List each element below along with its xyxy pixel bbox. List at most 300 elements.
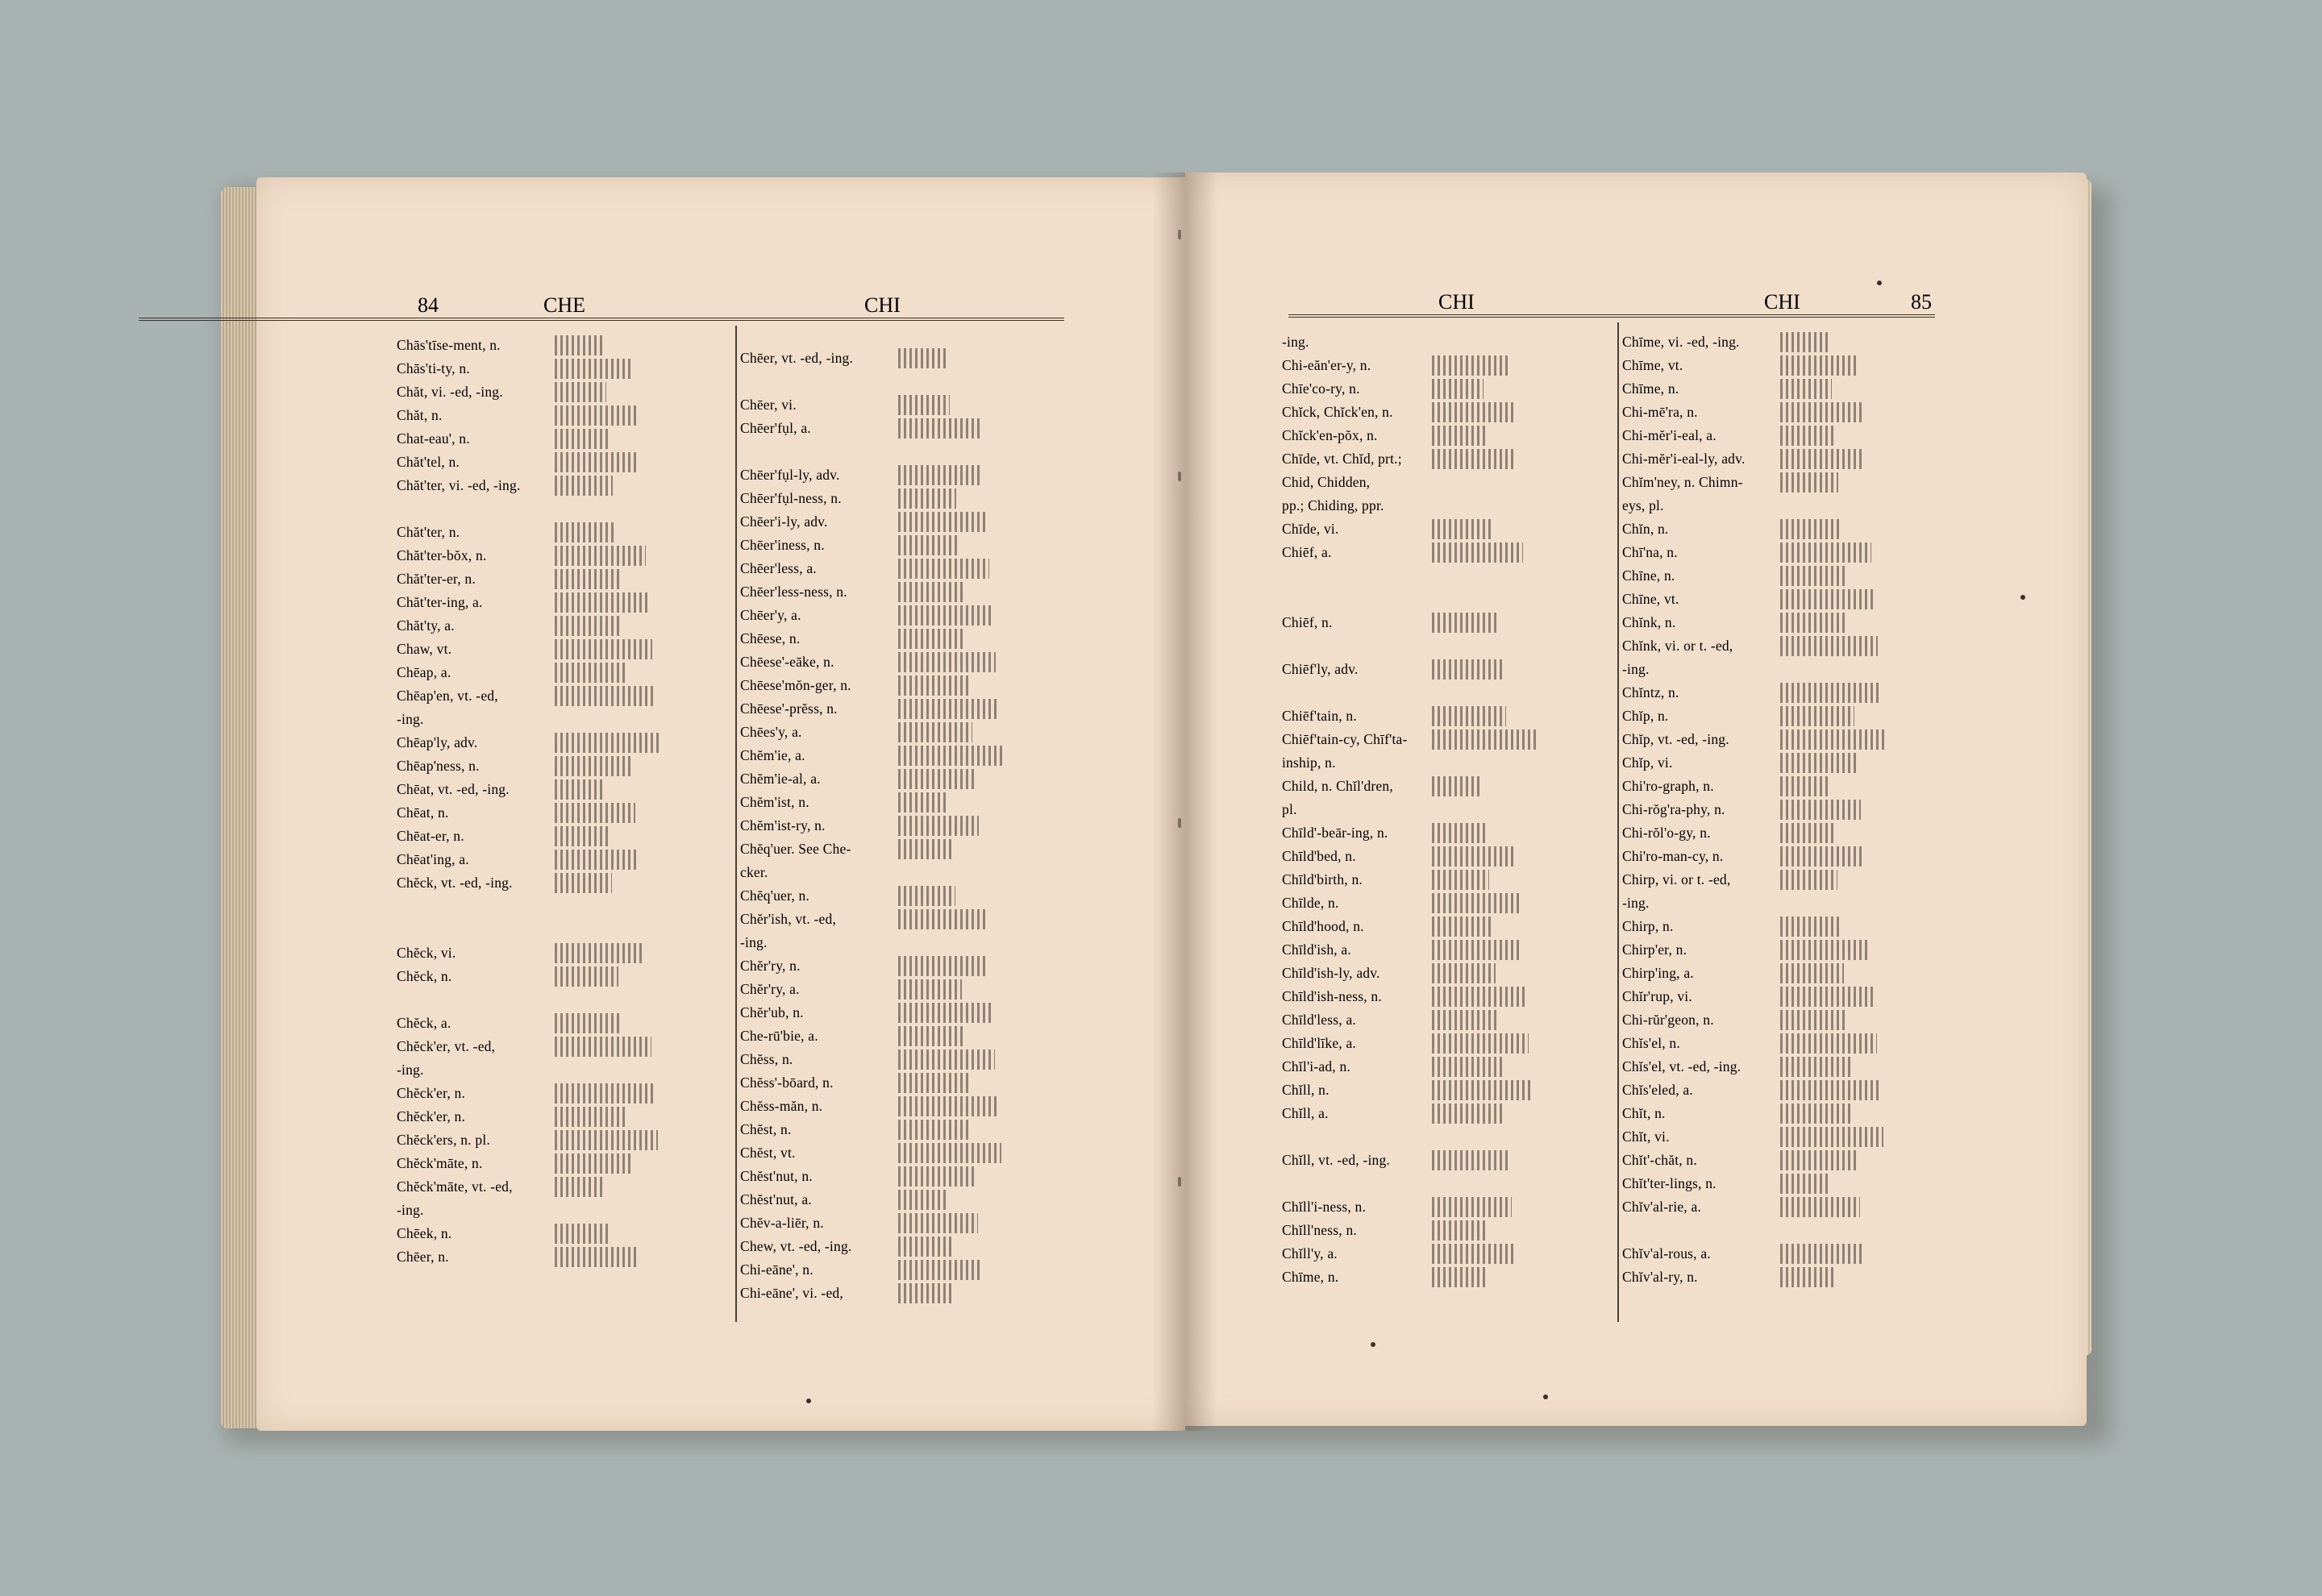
japanese-gloss-text: [898, 1073, 968, 1093]
japanese-gloss-text: [555, 966, 618, 987]
dictionary-entry: [1622, 1266, 1938, 1289]
entry-headword: Chīld'bed, n.: [1282, 848, 1356, 864]
dictionary-entry: [397, 497, 727, 521]
japanese-gloss-text: [1432, 659, 1503, 680]
entry-headword: Chi-mĕr'i-eal-ly, adv.: [1622, 451, 1746, 467]
dictionary-entry: [1622, 704, 1938, 728]
japanese-gloss-text: [1780, 355, 1858, 376]
entry-headword: Chĭll'i-ness, n.: [1282, 1199, 1367, 1215]
dictionary-entry: [397, 427, 727, 451]
entry-headword: Chĕv-a-liēr, n.: [740, 1215, 824, 1231]
japanese-gloss-text: [555, 756, 632, 776]
entry-headword: Chĕm'ie, a.: [740, 747, 805, 763]
dictionary-entry: [397, 965, 727, 988]
dictionary-entry: [740, 814, 1064, 837]
japanese-gloss-text: [1780, 1103, 1854, 1124]
entry-headword: Chăt'tel, n.: [397, 454, 460, 470]
entry-headword: Chĭs'eled, a.: [1622, 1082, 1693, 1098]
entry-headword: Chĭv'al-rie, a.: [1622, 1199, 1701, 1215]
entry-headword: Chăt'ter, vi. -ed, -ing.: [397, 477, 521, 493]
dictionary-entry: [1282, 704, 1611, 728]
dictionary-entry: [1282, 541, 1611, 564]
entry-headword: Chēer'fụl-ly, adv.: [740, 467, 840, 483]
page-number: 84: [418, 293, 439, 317]
entry-headword: Chĕst, n.: [740, 1121, 792, 1137]
dictionary-entry: [1622, 377, 1938, 401]
dictionary-entry: [1282, 471, 1611, 494]
japanese-gloss-text: [898, 1026, 965, 1046]
dictionary-entry: [1622, 517, 1938, 541]
japanese-gloss-text: [1432, 1033, 1529, 1054]
column-divider: [1617, 322, 1619, 1322]
binding-stitch: [1178, 230, 1181, 239]
dictionary-entry: [1622, 915, 1938, 938]
dictionary-entry: [740, 1235, 1064, 1258]
japanese-gloss-text: [898, 1003, 992, 1023]
entry-headword: Chĭll, n.: [1282, 1082, 1330, 1098]
dictionary-entry: [740, 1025, 1064, 1048]
dictionary-entry: [1282, 634, 1611, 658]
entry-headword: Chi-rŏg'ra-phy, n.: [1622, 801, 1725, 817]
dictionary-entry: [740, 534, 1064, 557]
dictionary-entry: [1282, 681, 1611, 704]
dictionary-entry: [1282, 728, 1611, 751]
japanese-gloss-text: [898, 722, 972, 742]
column-divider: [735, 326, 737, 1322]
japanese-gloss-text: [555, 452, 639, 472]
entry-headword: Chīlde, n.: [1282, 895, 1339, 911]
entry-headword: Chīme, vi. -ed, -ing.: [1622, 334, 1740, 350]
entry-headword: cker.: [740, 864, 768, 880]
dictionary-entry: [740, 487, 1064, 510]
entry-headword: -ing.: [1622, 895, 1650, 911]
book-gutter: [1153, 172, 1217, 1431]
entry-headword: Chēat-er, n.: [397, 828, 464, 844]
japanese-gloss-text: [898, 1096, 998, 1116]
entry-headword: -ing.: [1282, 334, 1309, 350]
dictionary-entry: [1622, 938, 1938, 962]
japanese-gloss-text: [555, 733, 659, 753]
entry-headword: Chēese, n.: [740, 630, 801, 646]
japanese-gloss-text: [1432, 1010, 1499, 1030]
entry-headword: Chĕq'uer, n.: [740, 887, 810, 904]
japanese-gloss-text: [1780, 1197, 1860, 1217]
japanese-gloss-text: [898, 1283, 955, 1303]
dictionary-entry: [740, 861, 1064, 884]
dictionary-entry: [397, 778, 727, 801]
entry-headword: Chĕst, vt.: [740, 1145, 796, 1161]
entry-headword: Chĭll'ness, n.: [1282, 1222, 1357, 1238]
japanese-gloss-text: [555, 850, 639, 870]
japanese-gloss-text: [1780, 683, 1881, 703]
japanese-gloss-text: [898, 979, 962, 1000]
japanese-gloss-text: [1780, 566, 1845, 586]
paper-speck: [1877, 281, 1882, 285]
entry-headword: Chēap'en, vt. -ed,: [397, 688, 498, 704]
entry-headword: -ing.: [397, 1202, 424, 1218]
japanese-gloss-text: [555, 1013, 622, 1033]
japanese-gloss-text: [1432, 519, 1493, 539]
japanese-gloss-text: [555, 359, 633, 379]
entry-headword: Chīme, n.: [1622, 380, 1679, 397]
dictionary-entry: [1622, 892, 1938, 915]
japanese-gloss-text: [1432, 963, 1496, 983]
japanese-gloss-text: [898, 1213, 978, 1233]
dictionary-entry: [740, 744, 1064, 767]
dictionary-entry: [740, 908, 1064, 931]
japanese-gloss-text: [1780, 589, 1875, 609]
binding-stitch: [1178, 1177, 1181, 1187]
entry-headword: Chēap'ly, adv.: [397, 734, 478, 750]
dictionary-entry: [397, 684, 727, 708]
dictionary-entry: [1622, 985, 1938, 1008]
entry-headword: Chĭl'i-ad, n.: [1282, 1058, 1350, 1074]
right-guide-word: CHI: [864, 293, 901, 317]
japanese-gloss-text: [898, 465, 983, 485]
entry-headword: Chĭnk, vi. or t. -ed,: [1622, 638, 1733, 654]
japanese-gloss-text: [1780, 846, 1864, 867]
entry-headword: Chēese'-eāke, n.: [740, 654, 834, 670]
dictionary-entry: [1282, 868, 1611, 892]
japanese-gloss-text: [1432, 846, 1516, 867]
dictionary-entry: [1282, 1242, 1611, 1266]
dictionary-entry: [740, 1118, 1064, 1141]
dictionary-entry: [1282, 1079, 1611, 1102]
entry-headword: Chĭp, vt. -ed, -ing.: [1622, 731, 1729, 747]
dictionary-entry: [1622, 1008, 1938, 1032]
paper-speck: [806, 1399, 811, 1403]
entry-headword: Chīld'-beār-ing, n.: [1282, 825, 1388, 841]
entry-headword: Chēese'mŏn-ger, n.: [740, 677, 851, 693]
dictionary-entry: [1282, 1032, 1611, 1055]
right-page-column-1: [1282, 330, 1611, 1289]
japanese-gloss-text: [898, 816, 979, 836]
dictionary-entry: [1282, 658, 1611, 681]
entry-headword: Chĕm'ist-ry, n.: [740, 817, 826, 833]
japanese-gloss-text: [1780, 636, 1878, 656]
dictionary-entry: [397, 357, 727, 380]
dictionary-entry: [1282, 798, 1611, 821]
entry-headword: Chĕck, a.: [397, 1015, 452, 1031]
japanese-gloss-text: [898, 652, 996, 672]
entry-headword: Chăt'ter-bŏx, n.: [397, 547, 487, 563]
dictionary-entry: [397, 848, 727, 871]
entry-headword: Chēer'y, a.: [740, 607, 801, 623]
entry-headword: Chi-rŭr'geon, n.: [1622, 1012, 1714, 1028]
japanese-gloss-text: [555, 1224, 608, 1244]
entry-headword: Chīld'ish, a.: [1282, 941, 1351, 958]
dictionary-entry: [1622, 330, 1938, 354]
dictionary-entry: [740, 580, 1064, 604]
japanese-gloss-text: [1432, 1150, 1508, 1170]
header-rule: [1288, 314, 1935, 318]
entry-headword: Chĕck'māte, n.: [397, 1155, 483, 1171]
dictionary-entry: [397, 1175, 727, 1199]
japanese-gloss-text: [898, 746, 1002, 766]
dictionary-entry: [1622, 775, 1938, 798]
entry-headword: Chăt'ter-er, n.: [397, 571, 476, 587]
right-guide-word: CHI: [1764, 290, 1800, 314]
entry-headword: Chīme, n.: [1282, 1269, 1339, 1285]
japanese-gloss-text: [1432, 542, 1523, 563]
dictionary-entry: [397, 1035, 727, 1058]
entry-headword: pp.; Chiding, ppr.: [1282, 497, 1384, 513]
dictionary-entry: [740, 440, 1064, 463]
entry-headword: Chēek, n.: [397, 1225, 452, 1241]
dictionary-entry: [1622, 1172, 1938, 1195]
dictionary-entry: [1622, 1195, 1938, 1219]
japanese-gloss-text: [1780, 402, 1862, 422]
entry-headword: eys, pl.: [1622, 497, 1664, 513]
dictionary-entry: [1622, 1055, 1938, 1079]
dictionary-entry: [1282, 424, 1611, 447]
entry-headword: Chi-eāne', vi. -ed,: [740, 1285, 843, 1301]
entry-headword: Chĕq'uer. See Che-: [740, 841, 851, 857]
entry-headword: Chĕm'ie-al, a.: [740, 771, 821, 787]
dictionary-entry: [740, 1095, 1064, 1118]
entry-headword: Chi-mē'ra, n.: [1622, 404, 1698, 420]
entry-headword: Chĕr'ish, vt. -ed,: [740, 911, 837, 927]
entry-headword: -ing.: [397, 711, 424, 727]
japanese-gloss-text: [1780, 1010, 1847, 1030]
japanese-gloss-text: [1432, 1080, 1532, 1100]
japanese-gloss-text: [1780, 706, 1854, 726]
entry-headword: Chās'tīse-ment, n.: [397, 337, 501, 353]
dictionary-entry: [1282, 517, 1611, 541]
japanese-gloss-text: [898, 886, 955, 906]
entry-headword: Chās'ti-ty, n.: [397, 360, 470, 376]
entry-headword: Chīld'līke, a.: [1282, 1035, 1356, 1051]
dictionary-entry: [740, 767, 1064, 791]
entry-headword: -ing.: [1622, 661, 1650, 677]
entry-headword: inship, n.: [1282, 754, 1336, 771]
dictionary-entry: [1622, 728, 1938, 751]
entry-headword: Chēap, a.: [397, 664, 452, 680]
japanese-gloss-text: [555, 943, 645, 963]
entry-headword: Chĭt'ter-lings, n.: [1622, 1175, 1717, 1191]
dictionary-entry: [397, 380, 727, 404]
japanese-gloss-text: [1780, 1057, 1850, 1077]
japanese-gloss-text: [898, 1236, 951, 1257]
dictionary-entry: [1622, 354, 1938, 377]
binding-stitch: [1178, 472, 1181, 481]
dictionary-entry: [740, 604, 1064, 627]
entry-headword: Chĭn, n.: [1622, 521, 1669, 537]
dictionary-entry: [1622, 751, 1938, 775]
japanese-gloss-text: [1780, 426, 1835, 446]
entry-headword: Chirp'ing, a.: [1622, 965, 1694, 981]
japanese-gloss-text: [898, 1143, 1001, 1163]
dictionary-entry: [397, 895, 727, 918]
dictionary-entry: [740, 370, 1064, 393]
dictionary-entry: [740, 978, 1064, 1001]
dictionary-entry: [1622, 798, 1938, 821]
entry-headword: Che-rū'bie, a.: [740, 1028, 818, 1044]
japanese-gloss-text: [555, 663, 626, 683]
dictionary-entry: [397, 404, 727, 427]
dictionary-entry: [397, 941, 727, 965]
entry-headword: Chĭntz, n.: [1622, 684, 1679, 700]
entry-headword: Chĭr'rup, vi.: [1622, 988, 1692, 1004]
dictionary-entry: [740, 1258, 1064, 1282]
entry-headword: Chaw, vt.: [397, 641, 452, 657]
entry-headword: Chĭt'-chăt, n.: [1622, 1152, 1697, 1168]
entry-headword: Chĕck'māte, vt. -ed,: [397, 1178, 513, 1195]
entry-headword: Chēat, vt. -ed, -ing.: [397, 781, 510, 797]
japanese-gloss-text: [555, 686, 655, 706]
entry-headword: Chīne, vt.: [1622, 591, 1679, 607]
dictionary-entry: [397, 918, 727, 941]
japanese-gloss-text: [1432, 449, 1517, 469]
entry-headword: Chĕck'er, n.: [397, 1108, 466, 1124]
dictionary-entry: [740, 463, 1064, 487]
japanese-gloss-text: [555, 476, 613, 496]
dictionary-entry: [740, 417, 1064, 440]
japanese-gloss-text: [555, 779, 605, 800]
dictionary-entry: [397, 1105, 727, 1128]
dictionary-entry: [397, 1199, 727, 1222]
dictionary-entry: [397, 754, 727, 778]
japanese-gloss-text: [898, 909, 985, 929]
japanese-gloss-text: [1432, 940, 1522, 960]
dictionary-entry: [740, 1001, 1064, 1025]
dictionary-entry: [740, 557, 1064, 580]
dictionary-entry: [397, 451, 727, 474]
dictionary-entry: [1282, 401, 1611, 424]
entry-headword: pl.: [1282, 801, 1297, 817]
entry-headword: Chĕss, n.: [740, 1051, 793, 1067]
dictionary-entry: [397, 474, 727, 497]
left-page-column-2: [740, 347, 1064, 1305]
entry-headword: Chi-rŏl'o-gy, n.: [1622, 825, 1711, 841]
entry-headword: Chēese'-prĕss, n.: [740, 700, 838, 717]
japanese-gloss-text: [898, 559, 989, 579]
entry-headword: Chĕck'ers, n. pl.: [397, 1132, 490, 1148]
japanese-gloss-text: [1432, 379, 1484, 399]
dictionary-entry: [1282, 330, 1611, 354]
entry-headword: Chiēf, n.: [1282, 614, 1333, 630]
paper-speck: [1543, 1394, 1548, 1399]
japanese-gloss-text: [1780, 1267, 1837, 1287]
dictionary-entry: [1622, 868, 1938, 892]
entry-headword: Chĭm'ney, n. Chimn-: [1622, 474, 1743, 490]
entry-headword: Chĭv'al-ry, n.: [1622, 1269, 1698, 1285]
dictionary-entry: [397, 1245, 727, 1269]
dictionary-entry: [1622, 962, 1938, 985]
japanese-gloss-text: [1432, 776, 1483, 796]
dictionary-entry: [1282, 845, 1611, 868]
japanese-gloss-text: [555, 522, 616, 542]
japanese-gloss-text: [898, 769, 976, 789]
dictionary-entry: [1622, 611, 1938, 634]
dictionary-entry: [740, 510, 1064, 534]
japanese-gloss-text: [1432, 1220, 1485, 1241]
entry-headword: Chăt'ty, a.: [397, 617, 455, 634]
dictionary-entry: [740, 1071, 1064, 1095]
entry-headword: Chid, Chidden,: [1282, 474, 1371, 490]
japanese-gloss-text: [898, 488, 956, 509]
dictionary-entry: [740, 1212, 1064, 1235]
entry-headword: Chī'na, n.: [1622, 544, 1678, 560]
entry-headword: Chĕss-măn, n.: [740, 1098, 823, 1114]
dictionary-entry: [1622, 424, 1938, 447]
japanese-gloss-text: [1780, 916, 1841, 937]
left-guide-word: CHE: [543, 293, 585, 317]
dictionary-entry: [1282, 892, 1611, 915]
right-page-column-2: [1622, 330, 1938, 1289]
dictionary-entry: [740, 954, 1064, 978]
entry-headword: Chĕck, vi.: [397, 945, 456, 961]
japanese-gloss-text: [1432, 916, 1492, 937]
entry-headword: Chĭck, Chĭck'en, n.: [1282, 404, 1393, 420]
entry-headword: Chăt'ter, n.: [397, 524, 460, 540]
entry-headword: Chēap'ness, n.: [397, 758, 480, 774]
dictionary-entry: [1622, 471, 1938, 494]
left-page-header: [139, 290, 1064, 321]
japanese-gloss-text: [1432, 1244, 1515, 1264]
dictionary-entry: [740, 884, 1064, 908]
japanese-gloss-text: [898, 512, 986, 532]
japanese-gloss-text: [1780, 729, 1884, 750]
entry-headword: Chīe'co-ry, n.: [1282, 380, 1360, 397]
entry-headword: Chiēf'ly, adv.: [1282, 661, 1359, 677]
entry-headword: Chēes'y, a.: [740, 724, 802, 740]
dictionary-entry: [1282, 1125, 1611, 1149]
entry-headword: Chĕss'-bōard, n.: [740, 1074, 834, 1091]
japanese-gloss-text: [898, 1120, 972, 1140]
dictionary-entry: [1622, 447, 1938, 471]
entry-headword: Chēer, vt. -ed, -ing.: [740, 350, 854, 366]
entry-headword: Chīme, vt.: [1622, 357, 1683, 373]
dictionary-entry: [397, 731, 727, 754]
japanese-gloss-text: [1780, 519, 1841, 539]
japanese-gloss-text: [898, 956, 988, 976]
entry-headword: Chat-eau', n.: [397, 430, 470, 447]
dictionary-entry: [1282, 1102, 1611, 1125]
dictionary-entry: [740, 1188, 1064, 1212]
entry-headword: Chĕr'ry, a.: [740, 981, 800, 997]
dictionary-entry: [397, 1058, 727, 1082]
entry-headword: Chīne, n.: [1622, 567, 1675, 584]
dictionary-entry: [740, 837, 1064, 861]
entry-headword: Chīld'birth, n.: [1282, 871, 1363, 887]
dictionary-entry: [740, 347, 1064, 370]
entry-headword: Chēer'fụl-ness, n.: [740, 490, 842, 506]
dictionary-entry: [740, 697, 1064, 721]
dictionary-entry: [397, 567, 727, 591]
dictionary-entry: [1622, 821, 1938, 845]
entry-headword: Chĕst'nut, n.: [740, 1168, 813, 1184]
japanese-gloss-text: [898, 582, 963, 602]
japanese-gloss-text: [898, 629, 966, 649]
entry-headword: Chēat'ing, a.: [397, 851, 469, 867]
header-rule: [139, 318, 1064, 321]
entry-headword: Chēat, n.: [397, 804, 449, 821]
japanese-gloss-text: [1780, 449, 1865, 469]
entry-headword: Chīld'ish-ly, adv.: [1282, 965, 1380, 981]
dictionary-entry: [1622, 1219, 1938, 1242]
entry-headword: Chi-eăn'er-y, n.: [1282, 357, 1371, 373]
entry-headword: Chīde, vt. Chĭd, prt.;: [1282, 451, 1402, 467]
entry-headword: Chĭp, n.: [1622, 708, 1669, 724]
dictionary-entry: [1622, 494, 1938, 517]
entry-headword: Chīld'hood, n.: [1282, 918, 1364, 934]
japanese-gloss-text: [1432, 823, 1486, 843]
japanese-gloss-text: [1432, 426, 1487, 446]
japanese-gloss-text: [898, 839, 952, 859]
japanese-gloss-text: [1780, 823, 1834, 843]
dictionary-entry: [740, 1048, 1064, 1071]
